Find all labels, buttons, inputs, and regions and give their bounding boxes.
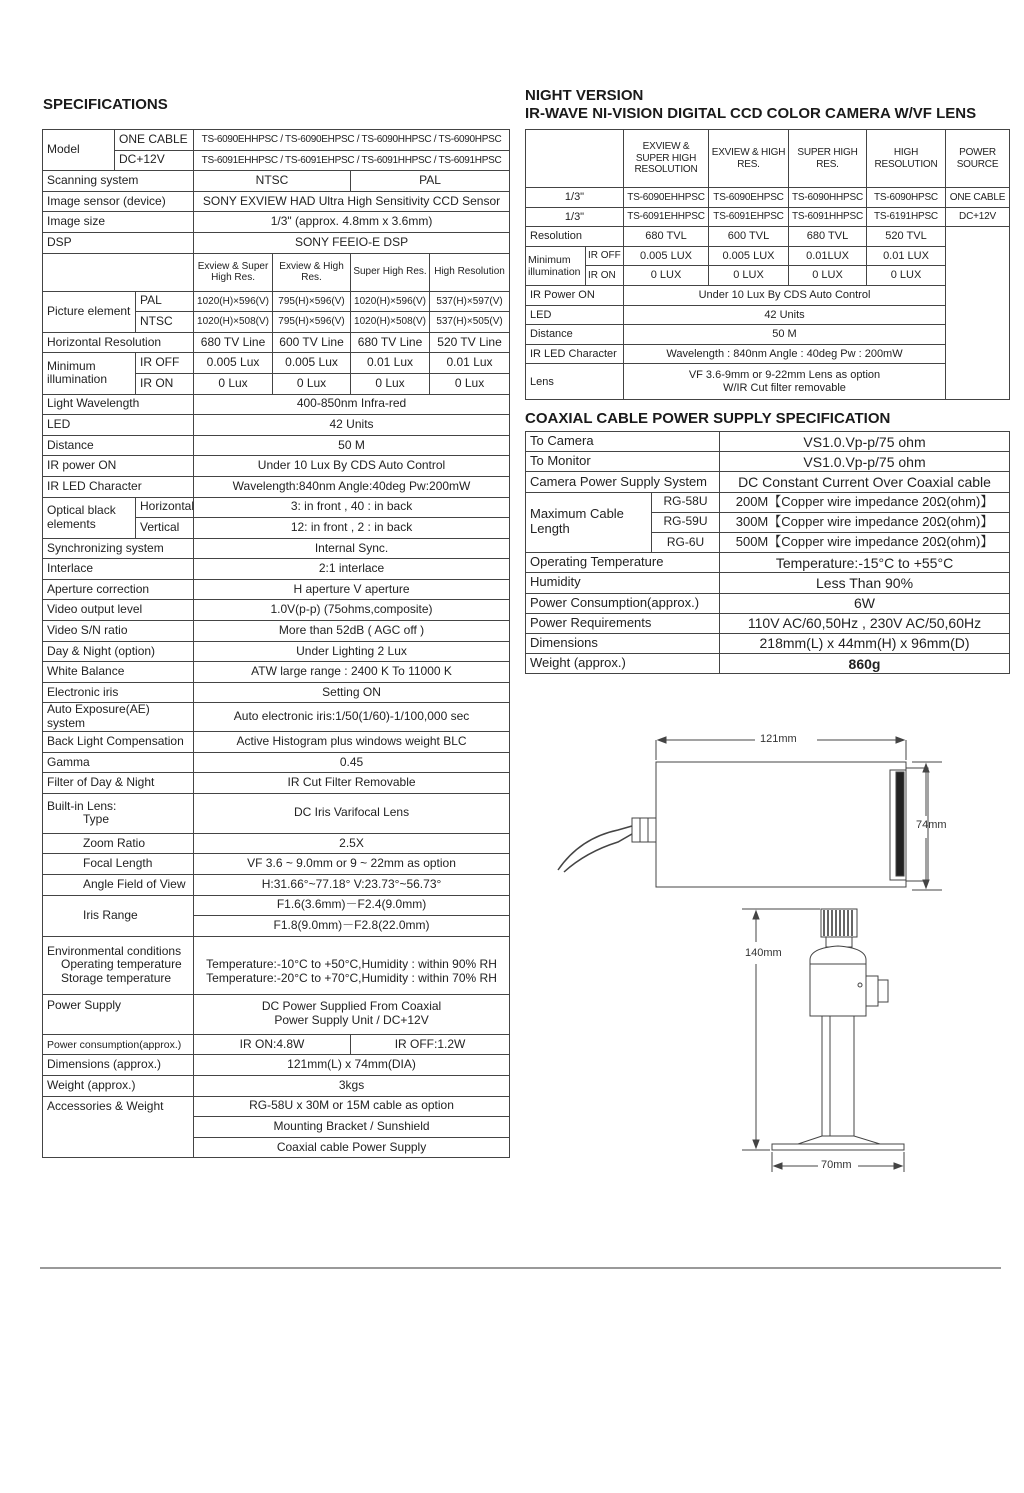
angle-value: H:31.66°~77.18° V:23.73°~56.73° <box>194 875 510 896</box>
model-label: Model <box>43 130 115 171</box>
table-row <box>526 305 1010 325</box>
night-value: Under 10 Lux By CDS Auto Control <box>624 285 946 305</box>
table-row <box>43 1096 510 1117</box>
ntsc-value: 795(H)×596(V) <box>273 312 351 333</box>
night-ir-on-value: 0 LUX <box>789 266 867 286</box>
coax-value: 110V AC/60,50Hz , 230V AC/50,60Hz <box>720 613 1010 633</box>
table-row <box>43 332 510 353</box>
ir-off-value: 0.01 Lux <box>430 353 510 374</box>
coax-value: 218mm(L) x 44mm(H) x 96mm(D) <box>720 633 1010 653</box>
spec-label: IR LED Character <box>43 476 194 497</box>
night-resolution-value: 680 TVL <box>789 227 867 247</box>
ir-on-label: IR ON <box>136 373 194 394</box>
env-label-cell <box>43 936 194 994</box>
spec-label: Day & Night (option) <box>43 641 194 662</box>
spec-value: 2:1 interlace <box>194 559 510 580</box>
table-row <box>526 325 1010 345</box>
ntsc-value: 537(H)×505(V) <box>430 312 510 333</box>
night-ir-on-label: IR ON <box>586 266 624 286</box>
dim-diameter-label: 74mm <box>916 819 947 831</box>
night-title-line2: IR-WAVE NI-VISION DIGITAL CCD COLOR CAMERA W/VF LENS <box>525 105 977 122</box>
env-storage-label: Storage temperature <box>61 971 172 986</box>
night-model: TS-6091HHPSC <box>789 207 867 227</box>
table-row <box>43 641 510 662</box>
night-model: TS-6091EHHPSC <box>624 207 709 227</box>
spec-label: LED <box>43 415 194 436</box>
table-row <box>43 353 510 374</box>
spec-label: Aperture correction <box>43 579 194 600</box>
table-row <box>43 662 510 683</box>
max-cable-label: Maximum Cable Length <box>526 492 652 553</box>
optical-label: Optical black elements <box>43 497 136 538</box>
pc-label: Power consumption(approx.) <box>43 1034 194 1055</box>
size-value: 1/3" (approx. 4.8mm x 3.6mm) <box>194 212 510 233</box>
night-col-header: POWER SOURCE <box>946 130 1010 188</box>
table-row <box>43 253 510 291</box>
table-row <box>526 432 1010 452</box>
table-row <box>43 171 510 192</box>
coax-value: VS1.0.Vp-p/75 ohm <box>720 432 1010 452</box>
col-header-4: High Resolution <box>430 253 510 291</box>
coax-label: Power Requirements <box>526 613 720 633</box>
night-minillum-label: Minimum illumination <box>526 246 586 285</box>
night-col-header: EXVIEW & SUPER HIGH RESOLUTION <box>624 130 709 188</box>
specifications-title: SPECIFICATIONS <box>43 96 168 113</box>
night-model: TS-6090EHPSC <box>709 188 789 208</box>
picture-ntsc: NTSC <box>136 312 194 333</box>
table-row <box>526 633 1010 653</box>
night-ir-off-label: IR OFF <box>586 246 624 266</box>
table-row <box>43 476 510 497</box>
coax-value: 860g <box>720 654 1010 674</box>
table-row <box>43 456 510 477</box>
table-row <box>43 854 510 875</box>
psu-value-cell <box>194 994 510 1034</box>
env-operating-label: Operating temperature <box>61 957 182 972</box>
table-row <box>526 246 1010 266</box>
lens-type-label: Type <box>83 812 110 827</box>
dc12v-label: DC+12V <box>115 150 194 171</box>
picture-pal: PAL <box>136 291 194 312</box>
spec-value: Auto electronic iris:1/50(1/60)-1/100,000 sec <box>194 703 510 732</box>
spec-label: Video output level <box>43 600 194 621</box>
table-row <box>43 895 510 916</box>
pal-value: 795(H)×596(V) <box>273 291 351 312</box>
night-col-header: SUPER HIGH RES. <box>789 130 867 188</box>
accessories-value: RG-58U x 30M or 15M cable as option <box>194 1096 510 1117</box>
cable-length: 500M【Copper wire impedance 20Ω(ohm)】 <box>720 532 1010 552</box>
night-size: 1/3" <box>526 207 624 227</box>
night-resolution-value: 680 TVL <box>624 227 709 247</box>
spec-label: Video S/N ratio <box>43 621 194 642</box>
night-ir-off-value: 0.01 LUX <box>867 246 946 266</box>
iris-label: Iris Range <box>43 895 194 936</box>
coax-value: 6W <box>720 593 1010 613</box>
night-value: 50 M <box>624 325 946 345</box>
dim-base-label: 70mm <box>821 1159 852 1171</box>
table-row <box>526 553 1010 573</box>
night-resolution-label: Resolution <box>526 227 624 247</box>
env-label: Environmental conditions <box>47 943 182 958</box>
table-row <box>43 1075 510 1096</box>
spec-label: Distance <box>43 435 194 456</box>
night-label: IR Power ON <box>526 285 624 305</box>
ntsc-value: 1020(H)×508(V) <box>351 312 430 333</box>
optical-vertical-label: Vertical <box>136 518 194 539</box>
table-row <box>526 344 1010 364</box>
table-row <box>43 291 510 312</box>
minillum-label: Minimum illumination <box>43 353 136 394</box>
night-size: 1/3" <box>526 188 624 208</box>
night-model: TS-6191HPSC <box>867 207 946 227</box>
hres-label: Horizontal Resolution <box>43 332 194 353</box>
optical-vertical-value: 12: in front , 2 : in back <box>194 518 510 539</box>
night-label: IR LED Character <box>526 344 624 364</box>
cable-length: 200M【Copper wire impedance 20Ω(ohm)】 <box>720 492 1010 512</box>
night-value: 42 Units <box>624 305 946 325</box>
night-label: LED <box>526 305 624 325</box>
night-lens-value-cell <box>624 364 946 400</box>
spec-value: Wavelength:840nm Angle:40deg Pw:200mW <box>194 476 510 497</box>
table-row <box>43 621 510 642</box>
table-row <box>43 682 510 703</box>
ir-on-value: 0 Lux <box>351 373 430 394</box>
iris-value: F1.6(3.6mm)－F2.4(9.0mm) <box>194 895 510 916</box>
night-model: TS-6090EHHPSC <box>624 188 709 208</box>
table-row <box>43 793 510 833</box>
optical-horizontal-value: 3: in front , 40 : in back <box>194 497 510 518</box>
night-value: Wavelength : 840nm Angle : 40deg Pw : 200mW <box>624 344 946 364</box>
dim-value: 121mm(L) x 74mm(DIA) <box>194 1055 510 1076</box>
spec-value: 42 Units <box>194 415 510 436</box>
spec-value: 400-850nm Infra-red <box>194 394 510 415</box>
specifications-table <box>42 129 510 1158</box>
table-row <box>43 732 510 753</box>
bottom-divider <box>40 1267 1001 1269</box>
scanning-label: Scanning system <box>43 171 194 192</box>
night-power-source: ONE CABLE <box>946 188 1010 208</box>
table-row <box>43 497 510 518</box>
spec-value: IR Cut Filter Removable <box>194 773 510 794</box>
night-model: TS-6090HHPSC <box>789 188 867 208</box>
pal-value: 1020(H)×596(V) <box>351 291 430 312</box>
dsp-value: SONY FEEIO-E DSP <box>194 232 510 253</box>
env-value-cell <box>194 936 510 994</box>
focal-label: Focal Length <box>43 854 194 875</box>
night-power-source: DC+12V <box>946 207 1010 227</box>
night-ir-on-value: 0 LUX <box>709 266 789 286</box>
sensor-label: Image sensor (device) <box>43 191 194 212</box>
spec-label: Back Light Compensation <box>43 732 194 753</box>
table-row <box>526 593 1010 613</box>
model-list-dc12v: TS-6091EHHPSC / TS-6091EHPSC / TS-6091HHPSC / TS-6091HPSC <box>194 150 510 171</box>
table-row <box>43 833 510 854</box>
table-row <box>526 207 1010 227</box>
spec-value: Under Lighting 2 Lux <box>194 641 510 662</box>
coax-label: To Camera <box>526 432 720 452</box>
spec-label: Interlace <box>43 559 194 580</box>
coax-label: To Monitor <box>526 452 720 472</box>
table-row <box>526 227 1010 247</box>
night-lens-label: Lens <box>526 364 624 400</box>
spec-label: IR power ON <box>43 456 194 477</box>
hres-value: 520 TV Line <box>430 332 510 353</box>
table-row <box>526 364 1010 400</box>
table-row <box>526 130 1010 188</box>
model-list-one-cable: TS-6090EHHPSC / TS-6090EHPSC / TS-6090HHPSC / TS-6090HPSC <box>194 130 510 151</box>
coax-title: COAXIAL CABLE POWER SUPPLY SPECIFICATION <box>525 410 891 427</box>
sensor-value: SONY EXVIEW HAD Ultra High Sensitivity CCD Sensor <box>194 191 510 212</box>
night-title-line1: NIGHT VERSION <box>525 87 644 104</box>
night-ir-on-value: 0 LUX <box>867 266 946 286</box>
hres-value: 680 TV Line <box>351 332 430 353</box>
table-row <box>526 266 1010 286</box>
night-ir-off-value: 0.005 LUX <box>709 246 789 266</box>
hres-value: 600 TV Line <box>273 332 351 353</box>
spec-label: Filter of Day & Night <box>43 773 194 794</box>
table-row <box>43 212 510 233</box>
ir-off-value: 0.01 Lux <box>351 353 430 374</box>
pc-ir-off: IR OFF:1.2W <box>351 1034 510 1055</box>
night-version-title <box>525 87 976 123</box>
empty-cell <box>526 130 624 188</box>
spec-value: ATW large range : 2400 K To 11000 K <box>194 662 510 683</box>
one-cable-label: ONE CABLE <box>115 130 194 151</box>
table-row <box>526 188 1010 208</box>
coax-label: Camera Power Supply System <box>526 472 720 492</box>
ir-off-value: 0.005 Lux <box>194 353 273 374</box>
spec-value: More than 52dB ( AGC off ) <box>194 621 510 642</box>
scanning-pal: PAL <box>351 171 510 192</box>
zoom-label: Zoom Ratio <box>43 833 194 854</box>
spec-label: Auto Exposure(AE) system <box>43 703 194 732</box>
cable-type: RG-6U <box>652 532 720 552</box>
ir-on-value: 0 Lux <box>273 373 351 394</box>
spec-value: H aperture V aperture <box>194 579 510 600</box>
empty-cell <box>43 253 194 291</box>
pal-value: 537(H)×597(V) <box>430 291 510 312</box>
table-row <box>526 573 1010 593</box>
scanning-ntsc: NTSC <box>194 171 351 192</box>
table-row <box>43 415 510 436</box>
coax-value: DC Constant Current Over Coaxial cable <box>720 472 1010 492</box>
table-row <box>43 559 510 580</box>
col-header-1: Exview & Super High Res. <box>194 253 273 291</box>
night-ir-off-value: 0.005 LUX <box>624 246 709 266</box>
accessories-value: Coaxial cable Power Supply <box>194 1137 510 1158</box>
focal-value: VF 3.6 ~ 9.0mm or 9 ~ 22mm as option <box>194 854 510 875</box>
spec-label: Gamma <box>43 752 194 773</box>
spec-label: Synchronizing system <box>43 538 194 559</box>
night-ir-off-value: 0.01LUX <box>789 246 867 266</box>
table-row <box>526 654 1010 674</box>
dim-length-label: 121mm <box>760 733 797 745</box>
spec-label: Light Wavelength <box>43 394 194 415</box>
cable-type: RG-59U <box>652 512 720 532</box>
spec-value: 1.0V(p-p) (75ohms,composite) <box>194 600 510 621</box>
ir-off-label: IR OFF <box>136 353 194 374</box>
optical-horizontal-label: Horizontal <box>136 497 194 518</box>
table-row <box>43 994 510 1034</box>
psu-label: Power Supply <box>43 994 194 1034</box>
dim-height-label: 140mm <box>745 947 782 959</box>
table-row <box>43 232 510 253</box>
table-row <box>526 452 1010 472</box>
spec-value: Setting ON <box>194 682 510 703</box>
env-operating-value: Temperature:-10°C to +50°C,Humidity : within 90% RH <box>206 957 497 972</box>
lens-label: Built-in Lens: <box>47 798 117 813</box>
spec-value: 0.45 <box>194 752 510 773</box>
psu-value: DC Power Supplied From Coaxial <box>261 999 442 1014</box>
zoom-value: 2.5X <box>194 833 510 854</box>
spec-label: White Balance <box>43 662 194 683</box>
spec-value: Internal Sync. <box>194 538 510 559</box>
night-resolution-value: 600 TVL <box>709 227 789 247</box>
spec-value: 50 M <box>194 435 510 456</box>
night-resolution-value: 520 TVL <box>867 227 946 247</box>
spec-label: Electronic iris <box>43 682 194 703</box>
iris-value: F1.8(9.0mm)－F2.8(22.0mm) <box>194 916 510 937</box>
night-version-table <box>525 129 1010 400</box>
night-label: Distance <box>526 325 624 345</box>
table-row <box>43 703 510 732</box>
table-row <box>43 875 510 896</box>
pc-ir-on: IR ON:4.8W <box>194 1034 351 1055</box>
coax-value: Less Than 90% <box>720 573 1010 593</box>
table-row <box>43 435 510 456</box>
table-row <box>526 285 1010 305</box>
ir-on-value: 0 Lux <box>194 373 273 394</box>
env-storage-value: Temperature:-20°C to +70°C,Humidity : within 70% RH <box>206 971 497 986</box>
table-row <box>43 936 510 994</box>
coax-value: Temperature:-15°C to +55°C <box>720 553 1010 573</box>
night-model: TS-6090HPSC <box>867 188 946 208</box>
empty-cell <box>946 227 1010 400</box>
col-header-3: Super High Res. <box>351 253 430 291</box>
weight-value: 3kgs <box>194 1075 510 1096</box>
night-lens-value: VF 3.6-9mm or 9-22mm Lens as option <box>688 369 881 382</box>
spec-value: Active Histogram plus windows weight BLC <box>194 732 510 753</box>
night-ir-on-value: 0 LUX <box>624 266 709 286</box>
table-row <box>43 752 510 773</box>
size-label: Image size <box>43 212 194 233</box>
night-lens-value: W/IR Cut filter removable <box>723 381 846 394</box>
table-row <box>43 1034 510 1055</box>
coax-label: Dimensions <box>526 633 720 653</box>
dsp-label: DSP <box>43 232 194 253</box>
psu-value: Power Supply Unit / DC+12V <box>274 1013 429 1028</box>
table-row <box>526 492 1010 512</box>
table-row <box>43 600 510 621</box>
table-row <box>526 472 1010 492</box>
hres-value: 680 TV Line <box>194 332 273 353</box>
night-col-header: EXVIEW & HIGH RES. <box>709 130 789 188</box>
cable-type: RG-58U <box>652 492 720 512</box>
angle-label: Angle Field of View <box>43 875 194 896</box>
table-row <box>43 130 510 151</box>
night-col-header: HIGH RESOLUTION <box>867 130 946 188</box>
ir-off-value: 0.005 Lux <box>273 353 351 374</box>
table-row <box>43 394 510 415</box>
weight-label: Weight (approx.) <box>43 1075 194 1096</box>
lens-label-cell <box>43 793 194 833</box>
lens-type-value: DC Iris Varifocal Lens <box>194 793 510 833</box>
ir-on-value: 0 Lux <box>430 373 510 394</box>
night-model: TS-6091EHPSC <box>709 207 789 227</box>
spec-value: Under 10 Lux By CDS Auto Control <box>194 456 510 477</box>
accessories-value: Mounting Bracket / Sunshield <box>194 1117 510 1138</box>
accessories-label: Accessories & Weight <box>43 1096 194 1158</box>
cable-length: 300M【Copper wire impedance 20Ω(ohm)】 <box>720 512 1010 532</box>
table-row <box>43 773 510 794</box>
pal-value: 1020(H)×596(V) <box>194 291 273 312</box>
coax-label: Operating Temperature <box>526 553 720 573</box>
table-row <box>526 613 1010 633</box>
coax-label: Weight (approx.) <box>526 654 720 674</box>
table-row <box>43 538 510 559</box>
coax-value: VS1.0.Vp-p/75 ohm <box>720 452 1010 472</box>
table-row <box>43 191 510 212</box>
picture-label: Picture element <box>43 291 136 332</box>
ntsc-value: 1020(H)×508(V) <box>194 312 273 333</box>
table-row <box>43 579 510 600</box>
dim-label: Dimensions (approx.) <box>43 1055 194 1076</box>
coax-label: Power Consumption(approx.) <box>526 593 720 613</box>
table-row <box>43 1055 510 1076</box>
coax-table <box>525 431 1010 674</box>
col-header-2: Exview & High Res. <box>273 253 351 291</box>
coax-label: Humidity <box>526 573 720 593</box>
